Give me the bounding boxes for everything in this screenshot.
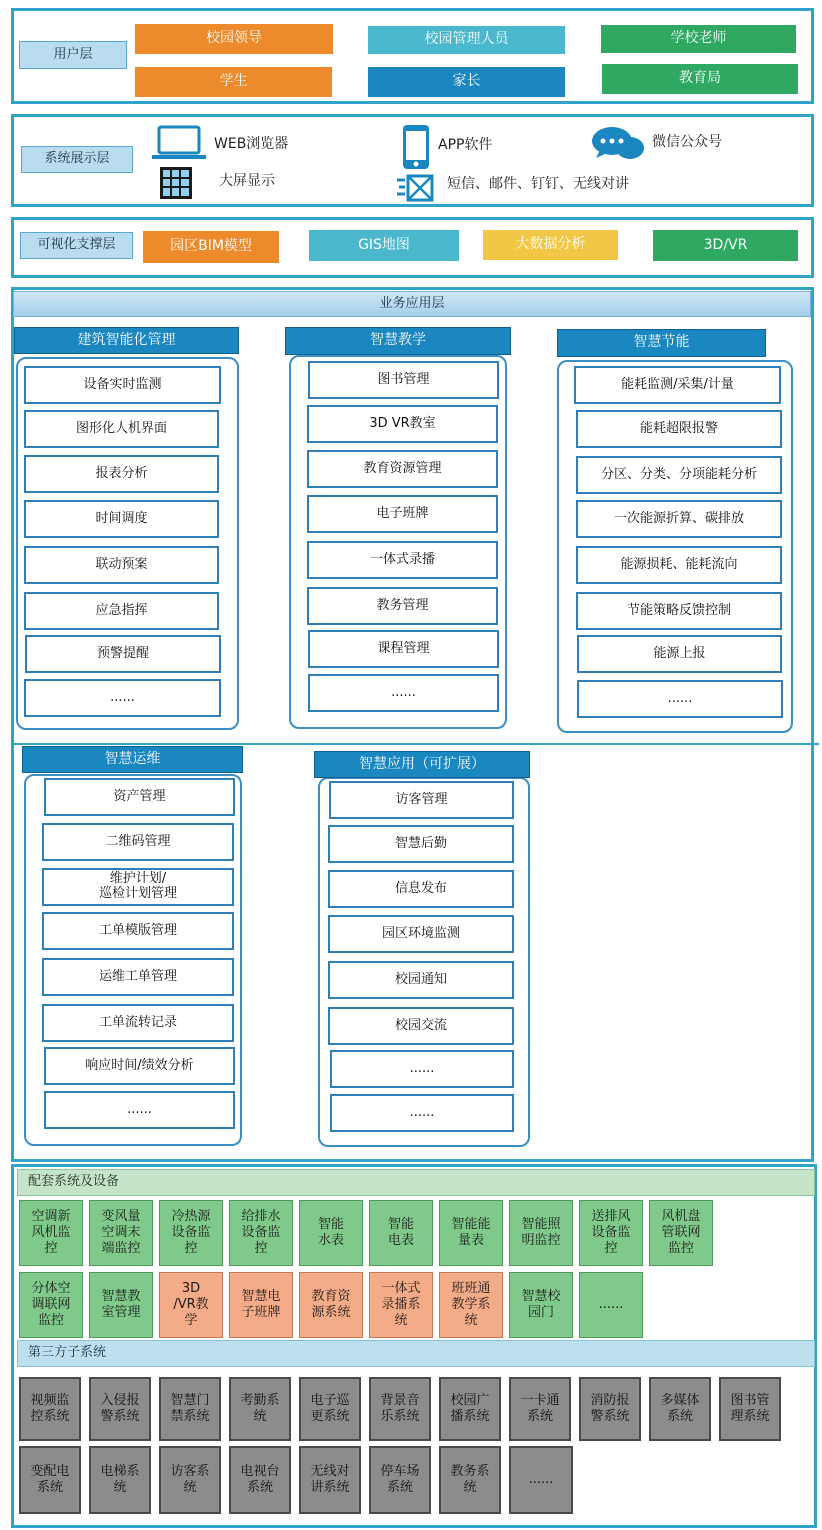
display-wechat: 微信公众号 — [652, 134, 722, 151]
role-campus-leader: 校园领导 — [135, 24, 333, 54]
system-box: 变配电 系统 — [19, 1446, 81, 1514]
item-3dvr-classroom: 3D VR教室 — [307, 405, 498, 443]
item-academic-affairs: 教务管理 — [307, 587, 498, 625]
user-layer-label: 用户层 — [19, 41, 127, 69]
system-box: 智慧门 禁系统 — [159, 1377, 221, 1441]
item-more: ...... — [44, 1091, 235, 1129]
item-linkage-plan: 联动预案 — [24, 546, 219, 584]
system-box: 智慧校 园门 — [509, 1272, 573, 1338]
system-box: 校园广 播系统 — [439, 1377, 501, 1441]
system-box: 电子巡 更系统 — [299, 1377, 361, 1441]
system-box: 图书管 理系统 — [719, 1377, 781, 1441]
role-teacher: 学校老师 — [601, 25, 796, 53]
item-energy-loss-flow: 能源损耗、能耗流向 — [576, 546, 782, 584]
system-box: 多媒体 系统 — [649, 1377, 711, 1441]
item-qrcode-management: 二维码管理 — [42, 823, 234, 861]
item-energy-monitoring: 能耗监测/采集/计量 — [574, 366, 781, 404]
role-education-bureau: 教育局 — [602, 64, 798, 94]
visual-3dvr: 3D/VR — [653, 230, 798, 261]
item-more: ...... — [577, 680, 783, 718]
system-box: ...... — [579, 1272, 643, 1338]
system-box: 3D /VR教 学 — [159, 1272, 223, 1338]
item-warning-reminder: 预警提醒 — [25, 635, 221, 673]
visual-layer-label: 可视化支撑层 — [20, 232, 133, 259]
system-box: ...... — [509, 1446, 573, 1514]
item-workorder-template: 工单模版管理 — [42, 912, 234, 950]
item-info-publishing: 信息发布 — [328, 870, 514, 908]
system-box: 送排风 设备监 控 — [579, 1200, 643, 1266]
system-box: 空调新 风机监 控 — [19, 1200, 83, 1266]
laptop-icon — [150, 124, 208, 162]
business-layer-header: 业务应用层 — [13, 291, 811, 317]
wechat-icon — [590, 126, 646, 162]
system-box: 分体空 调联网 监控 — [19, 1272, 83, 1338]
item-energy-overlimit-alarm: 能耗超限报警 — [576, 410, 782, 448]
item-workorder-management: 运维工单管理 — [42, 958, 234, 996]
system-box: 视频监 控系统 — [19, 1377, 81, 1441]
display-app: APP软件 — [438, 137, 493, 154]
business-layer-divider — [14, 743, 819, 745]
header-smart-applications: 智慧应用（可扩展） — [314, 751, 530, 778]
item-report-analysis: 报表分析 — [24, 455, 219, 493]
item-environment-monitoring: 园区环境监测 — [328, 915, 514, 953]
item-device-monitoring: 设备实时监测 — [24, 366, 221, 404]
system-box: 电视台 系统 — [229, 1446, 291, 1514]
system-box: 教务系 统 — [439, 1446, 501, 1514]
system-box: 停车场 系统 — [369, 1446, 431, 1514]
item-more: ...... — [308, 674, 499, 712]
third-party-header: 第三方子系统 — [17, 1340, 815, 1367]
system-box: 背景音 乐系统 — [369, 1377, 431, 1441]
item-energy-analysis: 分区、分类、分项能耗分析 — [576, 456, 782, 494]
system-box: 消防报 警系统 — [579, 1377, 641, 1441]
system-box: 风机盘 管联网 监控 — [649, 1200, 713, 1266]
system-box: 电梯系 统 — [89, 1446, 151, 1514]
item-campus-communication: 校园交流 — [328, 1007, 514, 1045]
system-box: 入侵报 警系统 — [89, 1377, 151, 1441]
item-visitor-management: 访客管理 — [329, 781, 514, 819]
item-energy-reporting: 能源上报 — [577, 635, 782, 673]
item-maintenance-plan: 维护计划/ 巡检计划管理 — [42, 868, 234, 906]
grid-screen-icon — [158, 165, 194, 201]
item-more: ...... — [330, 1094, 514, 1132]
system-box: 智能照 明监控 — [509, 1200, 573, 1266]
message-icon — [396, 172, 434, 204]
system-box: 智能能 量表 — [439, 1200, 503, 1266]
display-big-screen: 大屏显示 — [219, 173, 275, 190]
system-box: 智能 电表 — [369, 1200, 433, 1266]
support-layer-header: 配套系统及设备 — [17, 1169, 815, 1196]
item-integrated-recording: 一体式录播 — [307, 541, 498, 579]
item-more: ...... — [330, 1050, 514, 1088]
role-campus-admin: 校园管理人员 — [368, 26, 565, 54]
header-smart-operations: 智慧运维 — [22, 746, 243, 773]
system-box: 访客系 统 — [159, 1446, 221, 1514]
header-smart-teaching: 智慧教学 — [285, 327, 511, 355]
role-parent: 家长 — [368, 67, 565, 97]
item-smart-logistics: 智慧后勤 — [328, 825, 514, 863]
system-box: 给排水 设备监 控 — [229, 1200, 293, 1266]
item-electronic-classboard: 电子班牌 — [307, 495, 498, 533]
visual-bigdata: 大数据分析 — [483, 230, 618, 260]
visual-bim: 园区BIM模型 — [143, 231, 279, 263]
item-time-scheduling: 时间调度 — [24, 500, 219, 538]
item-emergency-command: 应急指挥 — [24, 592, 219, 630]
item-graphical-hmi: 图形化人机界面 — [24, 410, 219, 448]
phone-icon — [400, 123, 432, 171]
system-box: 班班通 教学系 统 — [439, 1272, 503, 1338]
display-messaging: 短信、邮件、钉钉、无线对讲 — [447, 176, 629, 193]
header-smart-energy: 智慧节能 — [557, 329, 766, 357]
system-box: 智慧电 子班牌 — [229, 1272, 293, 1338]
item-energy-strategy-control: 节能策略反馈控制 — [576, 592, 782, 630]
system-box: 变风量 空调末 端监控 — [89, 1200, 153, 1266]
system-box: 无线对 讲系统 — [299, 1446, 361, 1514]
item-campus-notice: 校园通知 — [328, 961, 514, 999]
item-course-management: 课程管理 — [308, 630, 499, 668]
system-box: 一体式 录播系 统 — [369, 1272, 433, 1338]
item-library-management: 图书管理 — [308, 361, 499, 399]
item-education-resources: 教育资源管理 — [307, 450, 498, 488]
system-box: 教育资 源系统 — [299, 1272, 363, 1338]
header-building-management: 建筑智能化管理 — [14, 327, 239, 354]
system-box: 智慧教 室管理 — [89, 1272, 153, 1338]
item-asset-management: 资产管理 — [44, 778, 235, 816]
role-student: 学生 — [135, 67, 332, 97]
system-box: 一卡通 系统 — [509, 1377, 571, 1441]
display-layer-label: 系统展示层 — [21, 146, 133, 173]
system-box: 冷热源 设备监 控 — [159, 1200, 223, 1266]
item-carbon-emission: 一次能源折算、碳排放 — [576, 500, 782, 538]
item-more: ...... — [24, 679, 221, 717]
item-response-performance: 响应时间/绩效分析 — [44, 1047, 235, 1085]
visual-gis: GIS地图 — [309, 230, 459, 261]
item-workorder-record: 工单流转记录 — [42, 1004, 234, 1042]
system-box: 考勤系 统 — [229, 1377, 291, 1441]
display-web-browser: WEB浏览器 — [214, 136, 289, 153]
system-box: 智能 水表 — [299, 1200, 363, 1266]
